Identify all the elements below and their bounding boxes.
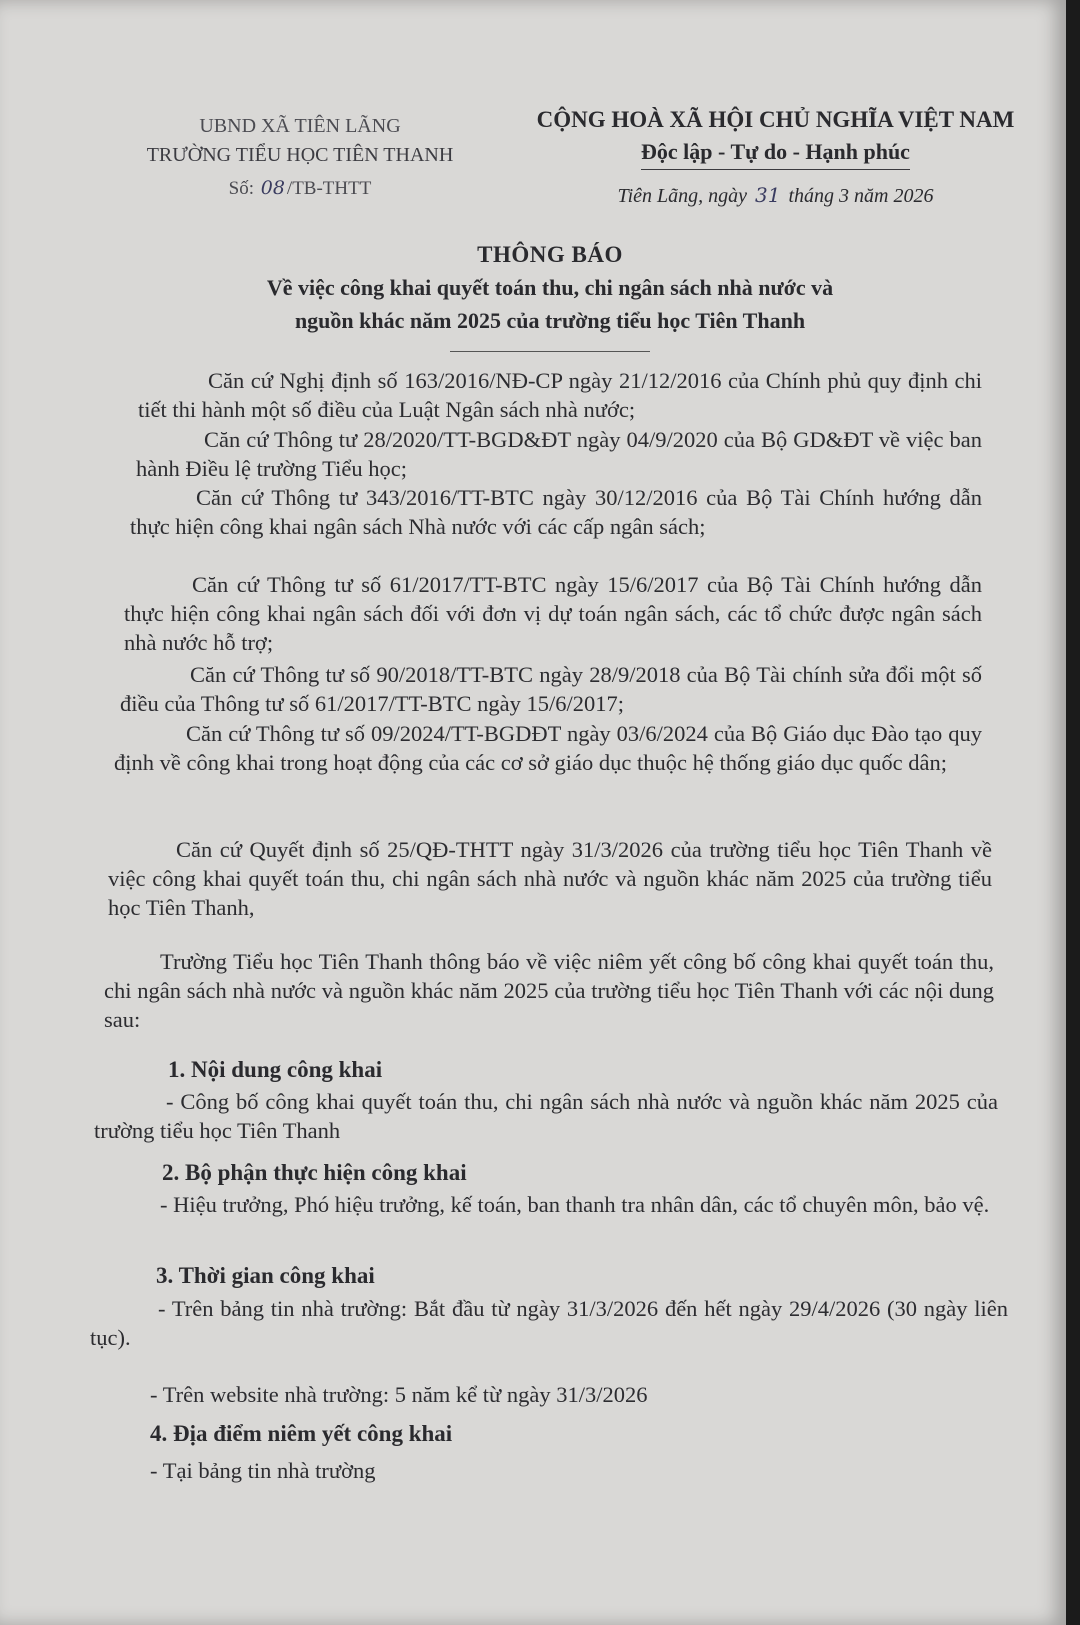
document-number [100, 174, 500, 203]
section-4-item: - Tại bảng tin nhà trường [150, 1458, 376, 1483]
section-3-item-2: - Trên website nhà trường: 5 năm kể từ ngày 31/3/2026 [150, 1382, 648, 1407]
section-1-heading: 1. Nội dung công khai [168, 1057, 383, 1082]
legal-basis-6: Căn cứ Thông tư số 09/2024/TT-BGDĐT ngày 03/6/2024 của Bộ Giáo dục Đào tạo quy định về công khai trong hoạt động của các cơ sở giáo dục thuộc hệ thống giáo dục quốc dân; [114, 721, 982, 775]
issuer-authority: UBND XÃ TIÊN LÃNG [199, 115, 401, 137]
document-subtitle-line-2: nguồn khác năm 2025 của trường tiểu học Tiên Thanh [294, 308, 806, 333]
national-motto-block [518, 104, 1033, 211]
announcement-intro: Trường Tiểu học Tiên Thanh thông báo về việc niêm yết công bố công khai quyết toán thu, chi ngân sách nhà nước và nguồn khác năm 2025 của trường tiểu học Tiên Thanh với các nội dung sau: [104, 949, 994, 1032]
national-title: CỘNG HOÀ XÃ HỘI CHỦ NGHĨA VIỆT NAM [536, 107, 1015, 132]
legal-basis-1: Căn cứ Nghị định số 163/2016/NĐ-CP ngày 21/12/2016 của Chính phủ quy định chi tiết thi hành một số điều của Luật Ngân sách nhà nước; [138, 368, 982, 422]
document-number-suffix: /TB-THTT [286, 178, 372, 199]
date-day-handwritten: 31 [755, 183, 781, 207]
section-1-item: - Công bố công khai quyết toán thu, chi ngân sách nhà nước và nguồn khác năm 2025 của trường tiểu học Tiên Thanh [94, 1089, 998, 1143]
document-date [518, 180, 1033, 211]
legal-basis-3: Căn cứ Thông tư 343/2016/TT-BTC ngày 30/12/2016 của Bộ Tài Chính hướng dẫn thực hiện công khai ngân sách Nhà nước với các cấp ngân sách; [130, 485, 982, 539]
section-3-heading: 3. Thời gian công khai [156, 1263, 375, 1288]
legal-basis-5: Căn cứ Thông tư số 90/2018/TT-BTC ngày 28/9/2018 của Bộ Tài chính sửa đổi một số điều của Thông tư số 61/2017/TT-BTC ngày 15/6/2017; [120, 662, 982, 716]
document-subtitle-line-1: Về việc công khai quyết toán thu, chi ngân sách nhà nước và [266, 275, 834, 300]
document-title-block [110, 238, 990, 352]
date-suffix: tháng 3 năm 2026 [788, 185, 934, 207]
document-number-handwritten: 08 [260, 177, 285, 199]
issuer-school: TRƯỜNG TIỂU HỌC TIÊN THANH [146, 144, 454, 166]
date-prefix: Tiên Lãng, ngày [617, 185, 747, 207]
document-title: THÔNG BÁO [477, 242, 623, 267]
title-divider [450, 351, 650, 352]
section-2-item: - Hiệu trưởng, Phó hiệu trưởng, kế toán, ban thanh tra nhân dân, các tổ chuyên môn, bảo vệ. [160, 1192, 990, 1217]
section-4-heading: 4. Địa điểm niêm yết công khai [150, 1421, 453, 1446]
document-number-prefix: Số: [228, 178, 254, 199]
section-3-item-1: - Trên bảng tin nhà trường: Bắt đầu từ ngày 31/3/2026 đến hết ngày 29/4/2026 (30 ngày liên tục). [90, 1296, 1008, 1350]
issuer-block [100, 112, 500, 203]
legal-basis-4: Căn cứ Thông tư số 61/2017/TT-BTC ngày 15/6/2017 của Bộ Tài Chính hướng dẫn thực hiện công khai ngân sách đối với đơn vị dự toán ngân sách, các tổ chức được ngân sách nhà nước hỗ trợ; [124, 572, 982, 655]
legal-basis-7: Căn cứ Quyết định số 25/QĐ-THTT ngày 31/3/2026 của trường tiểu học Tiên Thanh về việc công khai quyết toán thu, chi ngân sách nhà nước và nguồn khác năm 2025 của trường tiểu học Tiên Thanh, [108, 837, 992, 920]
national-motto: Độc lập - Tự do - Hạnh phúc [641, 136, 910, 170]
section-2-heading: 2. Bộ phận thực hiện công khai [162, 1160, 467, 1185]
legal-basis-2: Căn cứ Thông tư 28/2020/TT-BGD&ĐT ngày 04/9/2020 của Bộ GD&ĐT về việc ban hành Điều lệ trường Tiểu học; [136, 427, 982, 481]
